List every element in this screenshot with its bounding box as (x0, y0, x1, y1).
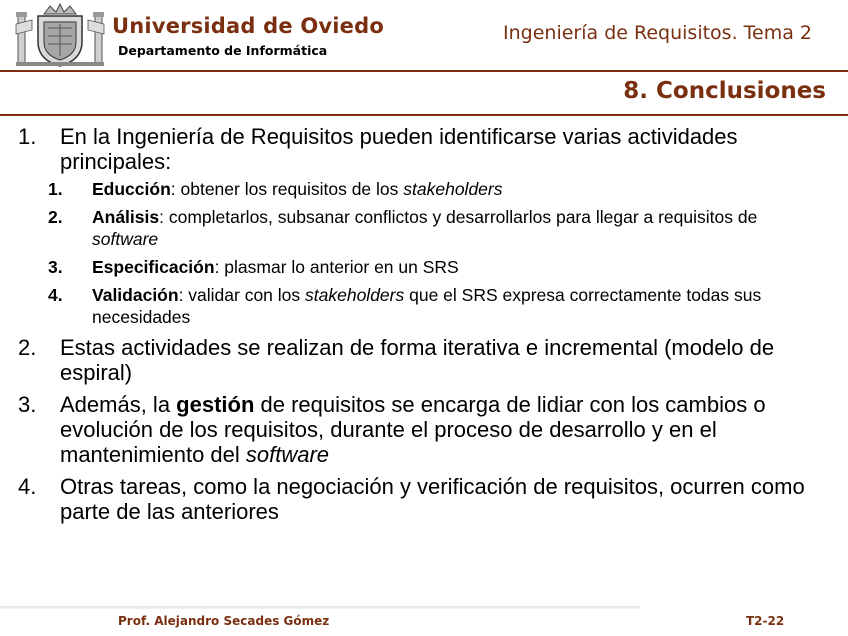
list-item-text: Además, la (60, 392, 177, 417)
list-item (0, 392, 848, 467)
slide-header (0, 0, 848, 72)
activity-emphasis: stakeholders (403, 179, 503, 199)
sublist-number: 2. (48, 207, 63, 227)
activity-description: : plasmar lo anterior en un SRS (214, 257, 459, 277)
header-divider (0, 70, 848, 72)
activity-emphasis: software (92, 229, 159, 249)
conclusions-list (0, 124, 848, 524)
list-number: 4. (18, 474, 37, 499)
university-name: Universidad de Oviedo (112, 14, 384, 38)
list-item-text-cont: de requisitos se encarga de lidiar con los cambios o evolución de los requisitos, durante el proceso de desarrollo y en el mantenimiento del (60, 392, 766, 467)
activity-description: : completarlos, subsanar conflictos y desarrollarlos para llegar a requisitos de (159, 207, 758, 227)
sublist-number: 3. (48, 257, 63, 277)
list-item (0, 124, 848, 328)
list-item (0, 474, 848, 524)
footer-divider (0, 606, 640, 609)
list-number: 3. (18, 392, 37, 417)
sublist-item (48, 284, 808, 328)
sublist-item (48, 206, 808, 250)
section-title: 8. Conclusiones (623, 78, 826, 104)
list-item-italic: software (245, 442, 330, 467)
list-item-text: En la Ingeniería de Requisitos pueden identificarse varias actividades principales: (60, 124, 738, 174)
activity-description: : obtener los requisitos de los (170, 179, 404, 199)
slide-body (0, 124, 848, 531)
activities-sublist (48, 178, 808, 328)
title-divider (0, 114, 848, 116)
activity-description: : validar con los (178, 285, 306, 305)
list-item-emphasis: gestión (176, 392, 255, 417)
course-title: Ingeniería de Requisitos. Tema 2 (503, 22, 812, 44)
footer-professor: Prof. Alejandro Secades Gómez (118, 614, 330, 628)
activity-name: Validación (92, 285, 179, 305)
list-item (0, 335, 848, 385)
activity-description-cont: que el SRS expresa correctamente todas sus necesidades (92, 285, 762, 327)
sublist-item (48, 256, 808, 278)
sublist-number: 4. (48, 285, 63, 305)
university-crest-icon (14, 2, 106, 68)
activity-name: Análisis (92, 207, 160, 227)
activity-name: Especificación (92, 257, 215, 277)
list-item-text: Estas actividades se realizan de forma iterativa e incremental (modelo de espiral) (60, 335, 775, 385)
sublist-item (48, 178, 808, 200)
sublist-number: 1. (48, 179, 63, 199)
list-item-text: Otras tareas, como la negociación y verificación de requisitos, ocurren como parte de las anteriores (60, 474, 805, 524)
activity-name: Educción (92, 179, 171, 199)
activity-emphasis: stakeholders (305, 285, 405, 305)
list-number: 2. (18, 335, 37, 360)
slide-number: T2-22 (746, 614, 785, 628)
department-name: Departamento de Informática (118, 43, 328, 58)
list-number: 1. (18, 124, 37, 149)
